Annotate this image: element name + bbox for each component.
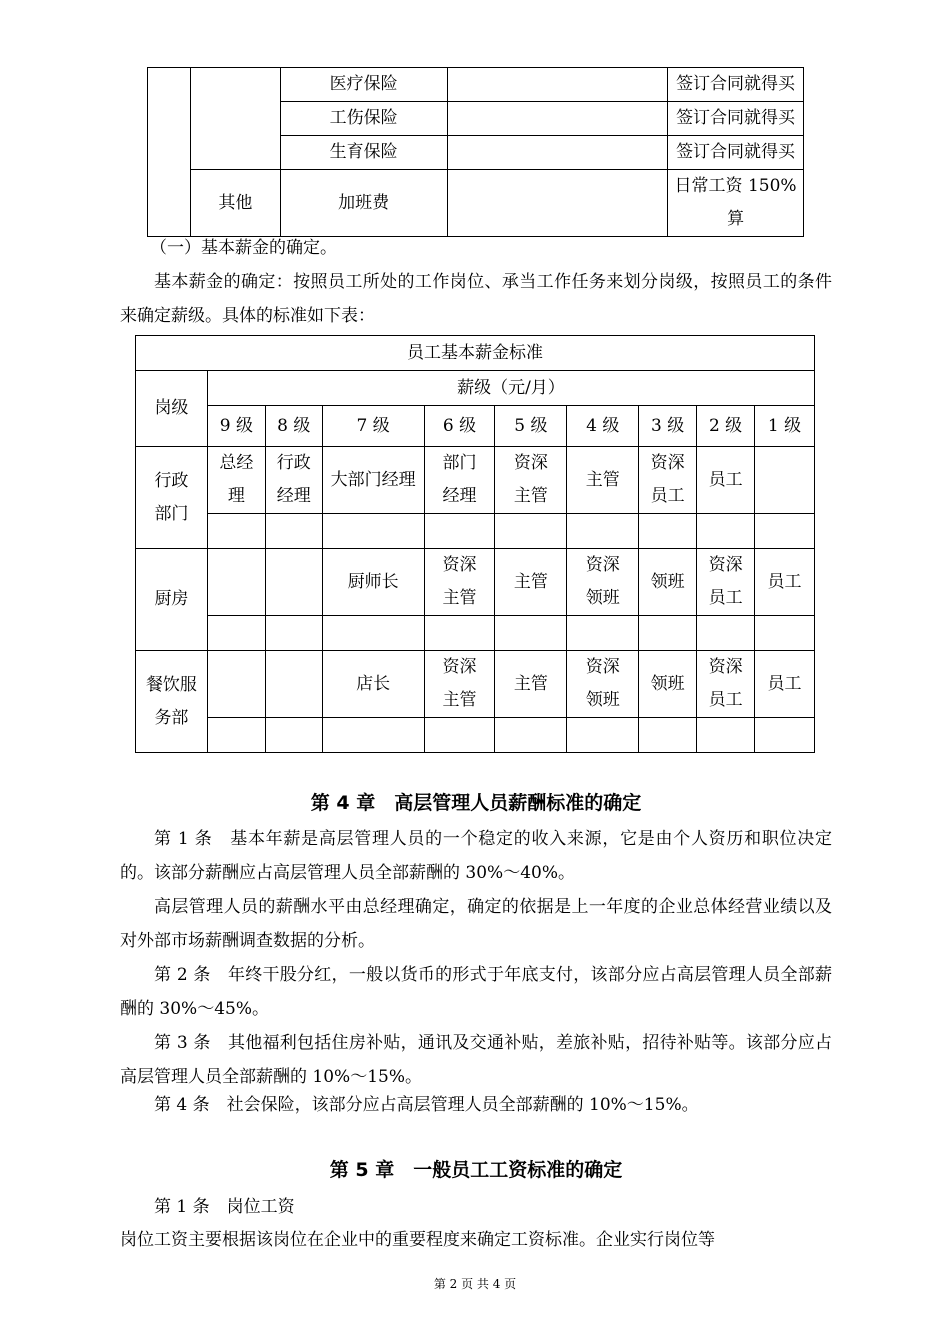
table-row	[136, 371, 815, 406]
table-cell	[207, 514, 265, 549]
grade-header: 9 级	[207, 406, 265, 447]
cell-line: 资深	[585, 555, 620, 575]
cell-line: 主管	[513, 673, 548, 694]
table-cell	[322, 549, 424, 616]
grade-header: 3 级	[639, 406, 697, 447]
table-row	[136, 616, 815, 651]
table-cell	[697, 616, 755, 651]
cell-line: 领班	[585, 588, 620, 608]
cell-line: 餐饮服	[145, 674, 197, 695]
chapter-title: 第 4 章 高层管理人员薪酬标准的确定	[310, 792, 642, 814]
table-cell	[424, 447, 495, 514]
grade-header: 1 级	[755, 406, 815, 447]
paragraph: 第 4 条 社会保险，该部分应占高层管理人员全部薪酬的 10%～15%。	[154, 1095, 699, 1115]
table-cell	[567, 651, 639, 718]
table-row	[148, 170, 804, 237]
table-cell: 加班费	[280, 170, 447, 237]
table-cell: 工伤保险	[280, 102, 447, 136]
table-cell	[265, 651, 322, 718]
table-row	[136, 336, 815, 371]
cell-line: 部门	[442, 453, 477, 473]
table-cell: 签订合同就得买	[668, 102, 804, 136]
paragraph: 基本薪金的确定：按照员工所处的工作岗位、承当工作任务来划分岗级，按照员工的条件来确定薪级。具体的标准如下表：	[120, 272, 832, 326]
table-cell	[322, 651, 424, 718]
table-cell: 签订合同就得买	[668, 68, 804, 102]
table-cell	[265, 447, 322, 514]
table-cell	[495, 651, 567, 718]
cell-line: 资深	[442, 657, 477, 677]
table-cell	[447, 102, 668, 136]
salary-table	[135, 335, 815, 753]
table-cell	[697, 549, 755, 616]
table-cell	[567, 447, 639, 514]
table-cell: 生育保险	[280, 136, 447, 170]
cell-line: 资深	[442, 555, 477, 575]
section-heading: （一）基本薪金的确定。	[150, 238, 337, 258]
cell-line: 领班	[650, 673, 685, 694]
grade-header: 5 级	[495, 406, 567, 447]
table-cell	[190, 68, 280, 170]
cell-line: 总经	[219, 453, 254, 473]
table-cell: 其他	[190, 170, 280, 237]
table-cell	[567, 616, 639, 651]
table-cell	[322, 718, 424, 753]
cell-line: 务部	[154, 707, 189, 728]
table-row	[136, 447, 815, 514]
grade-header: 6 级	[424, 406, 495, 447]
table-header: 薪级（元/月）	[207, 371, 814, 406]
cell-line: 资深	[585, 657, 620, 677]
cell-line: 经理	[442, 486, 477, 506]
table-cell	[697, 447, 755, 514]
table-cell	[424, 549, 495, 616]
paragraph: 第 2 条 年终干股分红，一般以货币的形式于年底支付，该部分应占高层管理人员全部薪酬的 30%～45%。	[120, 965, 832, 1019]
table-row	[148, 68, 804, 102]
table-cell	[495, 549, 567, 616]
table-cell	[207, 718, 265, 753]
cell-line: 行政	[154, 470, 189, 491]
table-title: 员工基本薪金标准	[136, 336, 815, 371]
department-cell	[136, 447, 208, 549]
grade-header: 8 级	[265, 406, 322, 447]
cell-line: 经理	[276, 486, 311, 506]
table-cell	[639, 514, 697, 549]
table-cell	[495, 616, 567, 651]
grade-header: 7 级	[322, 406, 424, 447]
paragraph: 高层管理人员的薪酬水平由总经理确定，确定的依据是上一年度的企业总体经营业绩以及对外部市场薪酬调查数据的分析。	[120, 897, 832, 951]
cell-line: 行政	[276, 453, 311, 473]
table-cell	[755, 718, 815, 753]
grade-header: 2 级	[697, 406, 755, 447]
department-cell	[136, 651, 208, 753]
paragraph: 第 1 条 岗位工资	[154, 1197, 295, 1217]
table-cell	[495, 718, 567, 753]
table-cell	[447, 136, 668, 170]
cell-line: 资深	[708, 555, 743, 575]
cell-line: 员工	[708, 469, 743, 490]
table-cell	[424, 718, 495, 753]
table-row	[136, 549, 815, 616]
cell-line: 主管	[442, 690, 477, 710]
table-cell	[697, 718, 755, 753]
table-cell	[322, 447, 424, 514]
table-header: 岗级	[136, 371, 208, 447]
cell-line: 主管	[513, 486, 548, 506]
table-cell	[567, 718, 639, 753]
table-cell	[148, 68, 191, 237]
table-cell	[207, 616, 265, 651]
table-cell	[447, 68, 668, 102]
table-cell	[567, 549, 639, 616]
table-cell	[639, 651, 697, 718]
cell-line: 资深	[708, 657, 743, 677]
cell-line: 员工	[767, 673, 802, 694]
cell-line: 厨师长	[347, 571, 399, 592]
insurance-table	[147, 67, 804, 237]
table-cell	[755, 651, 815, 718]
table-cell	[447, 170, 668, 237]
cell-line: 日常工资 150%	[674, 176, 797, 196]
cell-line: 员工	[767, 571, 802, 592]
cell-line: 主管	[585, 469, 620, 490]
cell-line: 员工	[708, 690, 743, 710]
table-cell	[567, 514, 639, 549]
table-cell	[755, 447, 815, 514]
table-cell	[207, 447, 265, 514]
paragraph: 第 3 条 其他福利包括住房补贴，通讯及交通补贴，差旅补贴，招待补贴等。该部分应占高层管理人员全部薪酬的 10%～15%。	[120, 1033, 832, 1087]
cell-line: 理	[227, 486, 245, 506]
cell-line: 主管	[442, 588, 477, 608]
table-cell	[755, 616, 815, 651]
table-row	[136, 514, 815, 549]
table-cell	[639, 616, 697, 651]
table-cell	[639, 549, 697, 616]
paragraph: 第 1 条 基本年薪是高层管理人员的一个稳定的收入来源，它是由个人资历和职位决定的。该部分薪酬应占高层管理人员全部薪酬的 30%～40%。	[120, 829, 832, 883]
table-cell	[668, 170, 804, 237]
table-cell: 签订合同就得买	[668, 136, 804, 170]
page-footer: 第 2 页 共 4 页	[433, 1277, 517, 1291]
grade-header: 4 级	[567, 406, 639, 447]
cell-line: 领班	[650, 571, 685, 592]
table-cell	[495, 514, 567, 549]
table-cell	[424, 514, 495, 549]
cell-line: 主管	[513, 571, 548, 592]
cell-line: 员工	[708, 588, 743, 608]
cell-line: 店长	[356, 673, 391, 694]
cell-line: 部门	[154, 503, 189, 524]
table-cell	[207, 549, 265, 616]
chapter-title: 第 5 章 一般员工工资标准的确定	[329, 1159, 623, 1181]
table-cell	[755, 514, 815, 549]
table-cell	[755, 549, 815, 616]
table-cell	[322, 514, 424, 549]
cell-line: 大部门经理	[330, 469, 416, 490]
table-row	[136, 651, 815, 718]
table-cell: 医疗保险	[280, 68, 447, 102]
table-cell	[424, 651, 495, 718]
table-cell	[265, 514, 322, 549]
table-cell	[265, 549, 322, 616]
table-cell	[207, 651, 265, 718]
table-cell	[697, 651, 755, 718]
cell-line: 资深	[513, 453, 548, 473]
table-cell	[495, 447, 567, 514]
table-cell	[697, 514, 755, 549]
table-cell	[639, 718, 697, 753]
cell-line: 资深	[650, 453, 685, 473]
cell-line: 算	[727, 209, 745, 229]
cell-line: 员工	[650, 486, 685, 506]
table-cell	[322, 616, 424, 651]
table-cell	[639, 447, 697, 514]
table-cell	[424, 616, 495, 651]
department-cell	[136, 549, 208, 651]
table-row	[136, 406, 815, 447]
table-cell	[265, 718, 322, 753]
table-cell	[265, 616, 322, 651]
cell-line: 领班	[585, 690, 620, 710]
table-row	[136, 718, 815, 753]
paragraph: 岗位工资主要根据该岗位在企业中的重要程度来确定工资标准。企业实行岗位等	[120, 1230, 715, 1250]
cell-line: 厨房	[154, 589, 189, 609]
